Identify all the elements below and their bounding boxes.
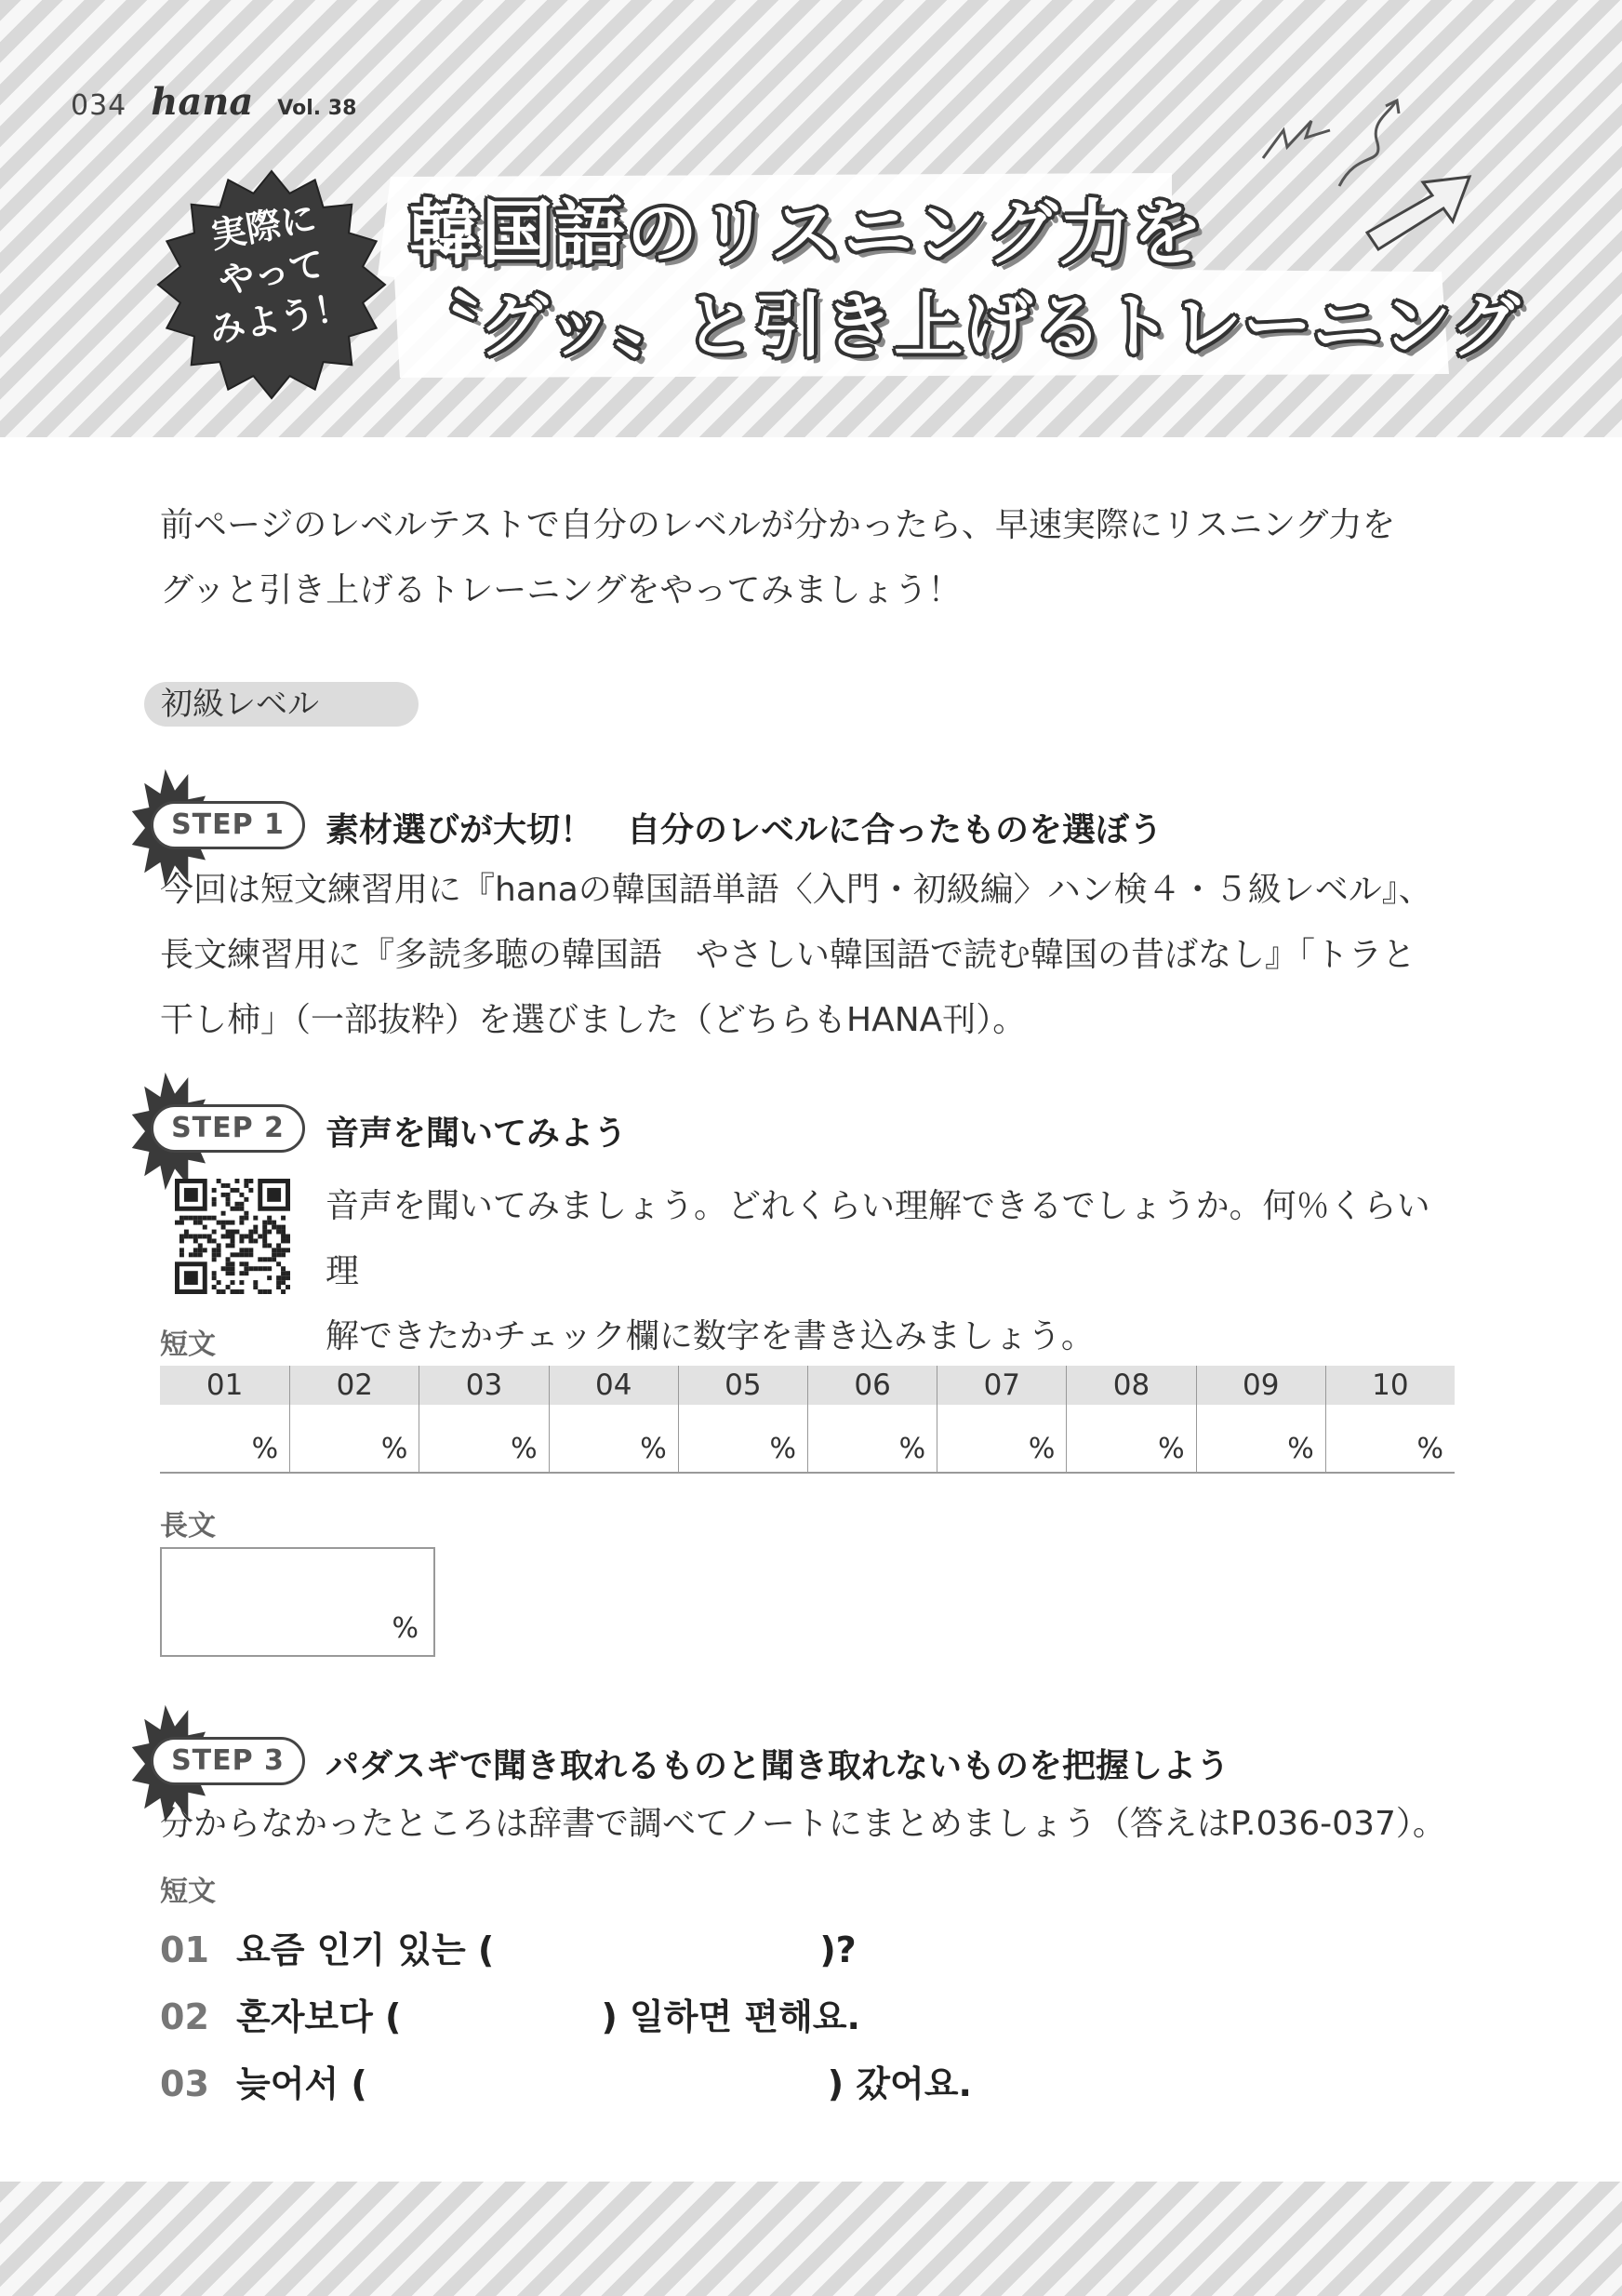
intro-line: 前ページのレベルテストで自分のレベルが分かったら、早速実際にリスニング力を bbox=[160, 506, 1396, 544]
step-1-body bbox=[160, 858, 1432, 1053]
table-header-cell: 01 bbox=[160, 1366, 289, 1405]
table-header-cell: 06 bbox=[807, 1366, 937, 1405]
sentence-item bbox=[160, 1988, 860, 2039]
step-3-body bbox=[160, 1792, 1446, 1857]
sentence-item bbox=[160, 2055, 972, 2106]
sentence-number: 03 bbox=[160, 2063, 209, 2104]
sentence-number: 01 bbox=[160, 1929, 209, 1970]
footer-stripe-band bbox=[0, 2182, 1622, 2296]
arrow-doodles-icon bbox=[1246, 93, 1497, 260]
badge-line: みよう！ bbox=[206, 286, 353, 352]
body-line: 解できたかチェック欄に数字を書き込みましょう。 bbox=[326, 1317, 1095, 1355]
percent-input-cell[interactable]: % bbox=[160, 1405, 289, 1474]
sentence-before: 요즘 인기 있는 ( bbox=[236, 1929, 495, 1970]
title-line-1: 韓国語のリスニング力を bbox=[409, 192, 1204, 274]
page-header bbox=[71, 80, 356, 124]
long-label: 長文 bbox=[160, 1510, 216, 1542]
step-1-label: STEP 1 bbox=[151, 801, 305, 849]
sentence-after: )? bbox=[819, 1929, 857, 1970]
body-line: 干し柿」（一部抜粋）を選びました（どちらもHANA刊）。 bbox=[160, 1001, 1027, 1039]
table-header-cell: 02 bbox=[289, 1366, 419, 1405]
step-2-title: 音声を聞いてみよう bbox=[326, 1115, 628, 1153]
sentence-after: ) 갔어요. bbox=[827, 2063, 972, 2104]
percent-input-cell[interactable]: % bbox=[549, 1405, 678, 1474]
step-2-body bbox=[326, 1174, 1456, 1369]
body-line: 今回は短文練習用に『hanaの韓国語単語〈入門・初級編〉ハン検４・５級レベル』、 bbox=[160, 871, 1432, 909]
sentence-before: 혼자보다 ( bbox=[236, 1996, 402, 2037]
body-line: 分からなかったところは辞書で調べてノートにまとめましょう（答えはP.036-037）。 bbox=[160, 1805, 1446, 1843]
short-label: 短文 bbox=[160, 1328, 216, 1361]
step-3-title: パダスギで聞き取れるものと聞き取れないものを把握しよう bbox=[326, 1747, 1230, 1785]
step-1-title: 素材選びが大切！ 自分のレベルに合ったものを選ぼう bbox=[326, 811, 1163, 849]
percent-input-cell[interactable]: % bbox=[289, 1405, 419, 1474]
step-3-label: STEP 3 bbox=[151, 1737, 305, 1785]
step-2-label: STEP 2 bbox=[151, 1104, 305, 1153]
percent-input-cell[interactable]: % bbox=[419, 1405, 548, 1474]
sentence-number: 02 bbox=[160, 1996, 209, 2037]
table-header-cell: 03 bbox=[419, 1366, 548, 1405]
table-header-cell: 09 bbox=[1196, 1366, 1325, 1405]
title-line-2: 〝グッ〟と引き上げるトレーニング bbox=[409, 287, 1521, 367]
intro-paragraph bbox=[160, 493, 1462, 623]
short-check-table bbox=[160, 1366, 1455, 1474]
table-header-cell: 07 bbox=[937, 1366, 1066, 1405]
percent-input-cell[interactable]: % bbox=[1325, 1405, 1455, 1474]
qr-code-icon[interactable] bbox=[175, 1179, 290, 1294]
short-label-2: 短文 bbox=[160, 1876, 216, 1908]
badge-line: やって bbox=[216, 243, 327, 302]
magazine-logo: hana bbox=[151, 80, 254, 124]
sentence-before: 늦어서 ( bbox=[236, 2063, 367, 2104]
long-percent-input[interactable]: % bbox=[160, 1547, 435, 1657]
intro-line: グッと引き上げるトレーニングをやってみましょう！ bbox=[160, 571, 962, 609]
sentence-after: ) 일하면 편해요. bbox=[601, 1996, 860, 2037]
percent-input-cell[interactable]: % bbox=[1196, 1405, 1325, 1474]
sentence-item bbox=[160, 1921, 857, 1972]
table-header-cell: 08 bbox=[1066, 1366, 1195, 1405]
volume-label: Vol. 38 bbox=[277, 97, 357, 120]
percent-input-cell[interactable]: % bbox=[807, 1405, 937, 1474]
table-header-cell: 10 bbox=[1325, 1366, 1455, 1405]
percent-input-cell[interactable]: % bbox=[937, 1405, 1066, 1474]
page-number: 034 bbox=[71, 89, 127, 122]
body-line: 音声を聞いてみましょう。どれくらい理解できるでしょうか。何％くらい理 bbox=[326, 1187, 1430, 1290]
badge-line: 実際に bbox=[207, 197, 320, 257]
table-header-cell: 04 bbox=[549, 1366, 678, 1405]
percent-input-cell[interactable]: % bbox=[678, 1405, 807, 1474]
level-label: 初級レベル bbox=[144, 682, 419, 727]
body-line: 長文練習用に『多読多聴の韓国語 やさしい韓国語で読む韓国の昔ばなし』「トラと bbox=[160, 936, 1416, 974]
table-header-cell: 05 bbox=[678, 1366, 807, 1405]
percent-input-cell[interactable]: % bbox=[1066, 1405, 1195, 1474]
